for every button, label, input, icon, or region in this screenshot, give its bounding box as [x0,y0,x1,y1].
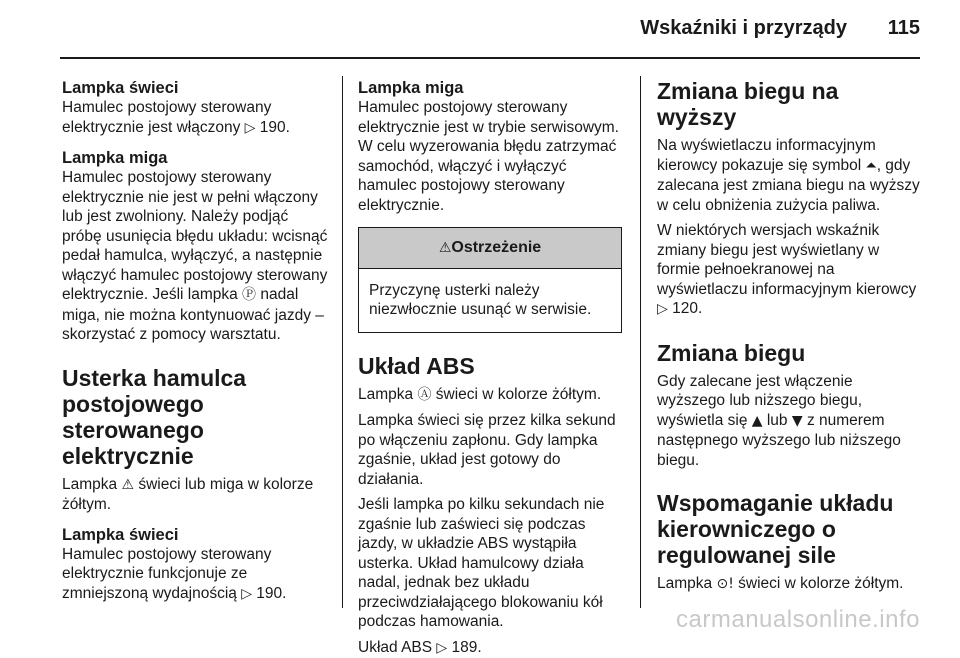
column-2 [358,78,624,658]
reference-arrow-icon: ▷ [245,120,256,136]
paragraph: Lampka Ⓐ świeci w kolorze żółtym. [358,385,624,406]
header-divider [60,57,920,59]
warning-text: Przyczynę usterki należy niezwłocznie usunąć w serwisie. [359,269,621,332]
page-header [0,0,960,60]
paragraph: Hamulec postojowy sterowany elektrycznie funkcjonuje ze zmniejszoną wydajnością ▷ 190. [62,545,330,605]
column-divider [342,76,343,608]
paragraph: Na wyświetlaczu informacyjnym kierowcy pokazuje się symbol ⏶, gdy zalecana jest zmiana biegu na wyższy w celu obniżenia zużycia paliwa. [657,136,923,215]
subheading: Lampka miga [62,148,330,168]
page-reference[interactable]: 120. [672,300,702,317]
warning-header: ⚠Ostrzeżenie [359,228,621,269]
subheading: Lampka świeci [62,78,330,98]
reference-arrow-icon: ▷ [657,301,668,317]
page-reference[interactable]: 189. [452,639,482,656]
paragraph: Hamulec postojowy sterowany elektrycznie nie jest w pełni włączony lub jest zwolniony. Należy podjąć próbę usunięcia błędu układu: wcisnąć pedał hamulca, wyłączyć, a następnie włączyć hamulec postojowy sterowany elektrycznie. Jeśli lampka Ⓟ nadal miga, nie można kontynuować jazdy – skorzystać z pomocy warsztatu. [62,168,330,345]
section-heading: Usterka hamulca postojowego sterowanego elektrycznie [62,365,330,469]
paragraph: Hamulec postojowy sterowany elektrycznie jest włączony ▷ 190. [62,98,330,138]
warning-triangle-icon: ⚠ [439,240,452,256]
brake-service-icon: Ⓟ [242,287,256,303]
section-heading: Wspomaganie układu kierowniczego o regulowanej sile [657,490,923,568]
paragraph: Jeśli lampka po kilku sekundach nie zgaśnie lub zaświeci się podczas jazdy, w układzie ABS wystąpiła usterka. Układ hamulcowy działa nadal, jednak bez układu przeciwdziałającego blokowaniu kół podczas hamowania. [358,495,624,632]
paragraph: Układ ABS ▷ 189. [358,638,624,658]
section-heading: Zmiana biegu na wyższy [657,78,923,130]
up-triangle-icon: ▲ [752,413,763,429]
reference-arrow-icon: ▷ [241,586,252,602]
page-reference[interactable]: 190. [256,585,286,602]
watermark: carmanualsonline.info [676,606,920,634]
column-3 [657,78,923,595]
page-reference[interactable]: 190. [260,119,290,136]
subheading: Lampka miga [358,78,624,98]
parking-brake-fault-icon: ⚠ [121,477,134,493]
chapter-title: Wskaźniki i przyrządy [640,17,847,40]
reference-arrow-icon: ▷ [436,640,447,656]
paragraph: Lampka świeci się przez kilka sekund po włączeniu zapłonu. Gdy lampka zgaśnie, układ jest gotowy do działania. [358,411,624,489]
down-triangle-icon: ▼ [792,413,803,429]
column-divider [640,76,641,608]
paragraph: Gdy zalecane jest włączenie wyższego lub niższego biegu, wyświetla się ▲ lub ▼ z numerem następnego wyższego lub niższego biegu. [657,372,923,471]
section-heading: Zmiana biegu [657,340,923,366]
column-1 [62,78,330,604]
page-number: 115 [888,17,920,40]
steering-wheel-warning-icon: ⊙! [716,576,733,592]
paragraph: W niektórych wersjach wskaźnik zmiany biegu jest wyświetlany w formie pełnoekranowej na wyświetlaczu informacyjnym kierowcy ▷ 120. [657,221,923,320]
paragraph: Hamulec postojowy sterowany elektrycznie jest w trybie serwisowym. W celu wyzerowania błędu zatrzymać samochód, włączyć i wyłączyć hamulec postojowy sterowany elektrycznie. [358,98,624,215]
warning-box [358,227,622,333]
upshift-arrow-icon: ⏶ [865,158,876,174]
abs-icon: Ⓐ [417,387,431,403]
paragraph: Lampka ⚠ świeci lub miga w kolorze żółtym. [62,475,330,515]
subheading: Lampka świeci [62,525,330,545]
section-heading: Układ ABS [358,353,624,379]
paragraph: Lampka ⊙! świeci w kolorze żółtym. [657,574,923,595]
